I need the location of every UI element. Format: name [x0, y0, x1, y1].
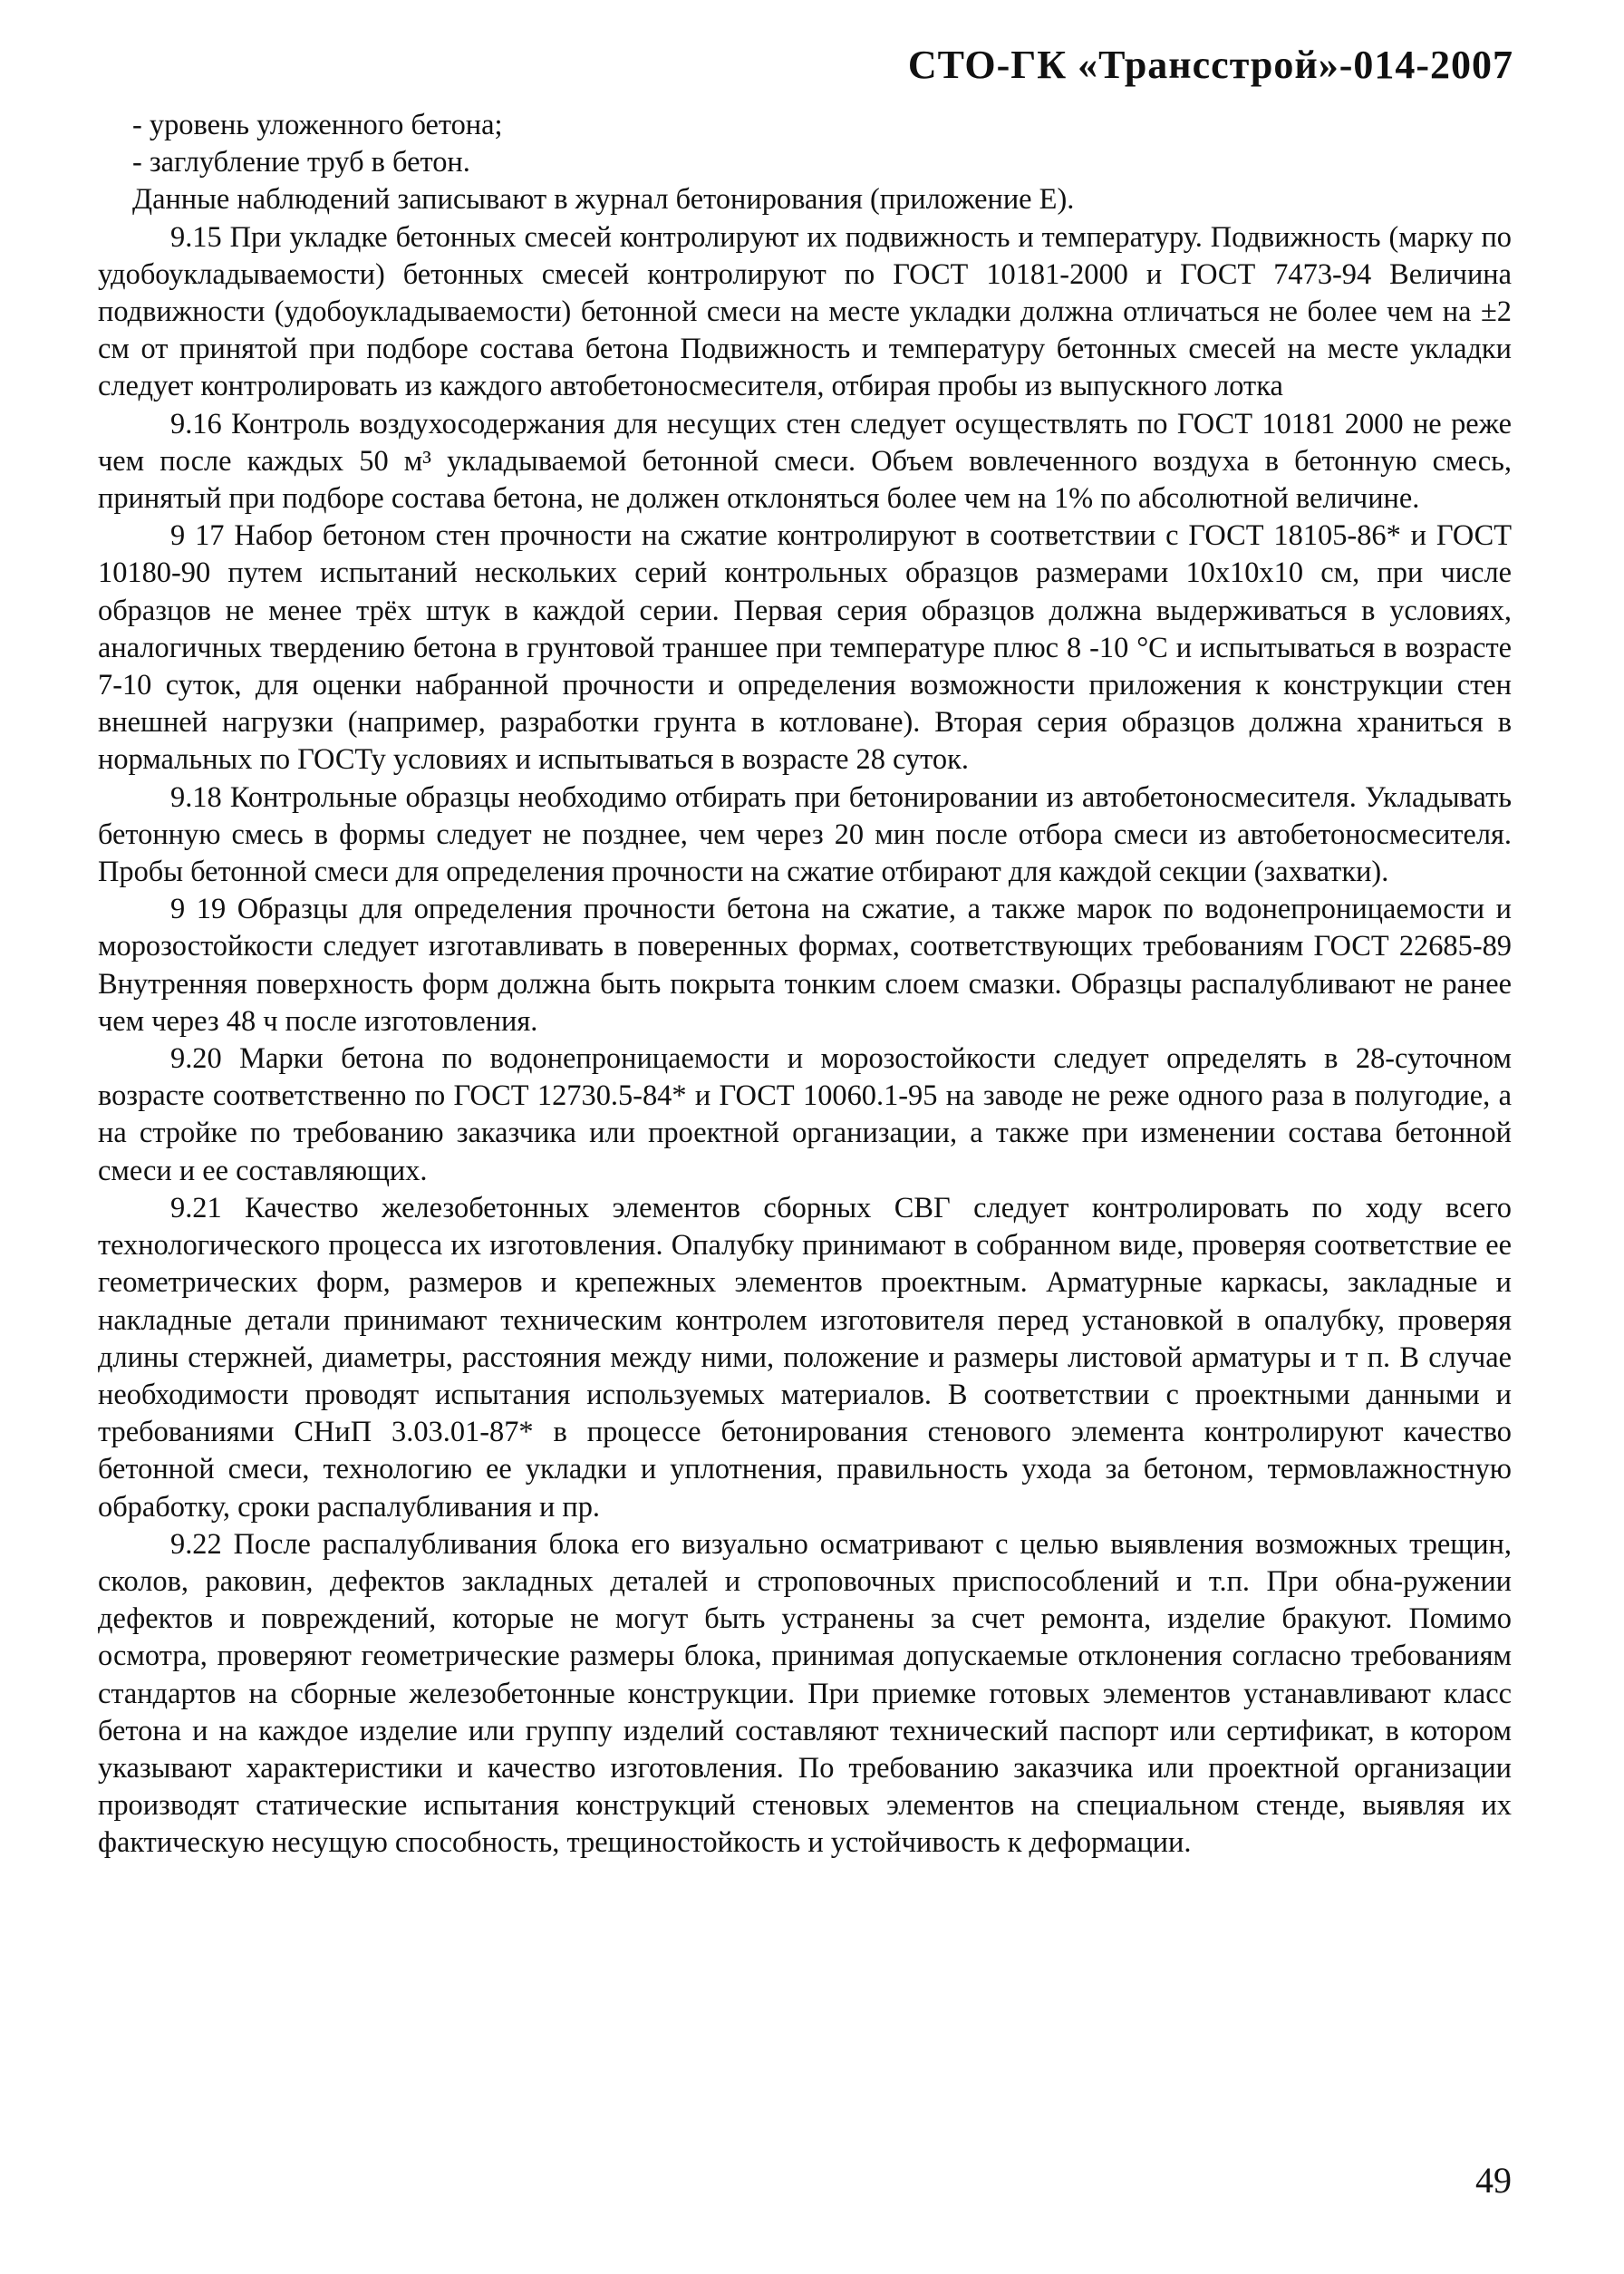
paragraph-9-22: 9.22 После распалубливания блока его визуально осматривают с целью выявления возможных трещин, сколов, раковин, дефектов закладных деталей и строповочных приспособлений и т.п. При обна-ружении дефектов и повреждений, которые не могут быть устранены за счет ремонта, изделие бракуют. Помимо осмотра, проверяют геометрические размеры блока, принимая допускаемые отклонения согласно требованиям стандартов на сборные железобетонные конструкции. При приемке готовых элементов устанавливают класс бетона и на каждое изделие или группу изделий составляют технический паспорт или сертификат, в котором указывают характеристики и качество изготовления. По требованию заказчика или проектной организации производят статические испытания конструкций стеновых элементов на специальном стенде, выявляя их фактическую несущую способность, трещиностойкость и устойчивость к деформации. [98, 1527, 1512, 1860]
document-body [98, 107, 1512, 1863]
paragraph-9-15: 9.15 При укладке бетонных смесей контролируют их подвижность и температуру. Подвижность (марку по удобоукладываемости) бетонных смесей контролируют по ГОСТ 10181-2000 и ГОСТ 7473-94 Величина подвижности (удобоукладываемости) бетонной смеси на месте укладки должна отличаться не более чем на ±2 см от принятой при подборе состава бетона Подвижность и температуру бетонных смесей на месте укладки следует контролировать из каждого автобетоносмесителя, отбирая пробы из выпускного лотка [98, 220, 1512, 403]
paragraph-9-19: 9 19 Образцы для определения прочности бетона на сжатие, а также марок по водонепроницаемости и морозостойкости следует изготавливать в поверенных формах, соответствующих требованиям ГОСТ 22685-89 Внутренняя поверхность форм должна быть покрыта тонким слоем смазки. Образцы распалубливают не ранее чем через 48 ч после изготовления. [98, 893, 1512, 1038]
list-item: - заглубление труб в бетон. [132, 146, 470, 179]
paragraph-9-17: 9 17 Набор бетоном стен прочности на сжатие контролируют в соответствии с ГОСТ 18105-86* и ГОСТ 10180-90 путем испытаний нескольких серий контрольных образцов размерами 10x10x10 см, при числе образцов не менее трёх штук в каждой серии. Первая серия образцов должна выдерживаться в условиях, аналогичных твердению бетона в грунтовой траншее при температуре плюс 8 -10 °С и испытываться в возрасте 7-10 суток, для оценки набранной прочности и определения возможности приложения к конструкции стен внешней нагрузки (например, разработки грунта в котловане). Вторая серия образцов должна храниться в нормальных по ГОСТу условиях и испытываться в возрасте 28 суток. [98, 519, 1512, 777]
document-header: СТО-ГК «Трансстрой»-014-2007 [907, 43, 1513, 87]
page-number: 49 [1475, 2160, 1512, 2201]
paragraph-9-21: 9.21 Качество железобетонных элементов сборных СВГ следует контролировать по ходу всего технологического процесса их изготовления. Опалубку принимают в собранном виде, проверяя соответствие ее геометрических форм, размеров и крепежных элементов проектным. Арматурные каркасы, закладные и накладные детали принимают техническим контролем изготовителя перед установкой в опалубку, проверяя длины стержней, диаметры, расстояния между ними, положение и размеры листовой арматуры и т п. В случае необходимости проводят испытания используемых материалов. В соответствии с проектными данными и требованиями СНиП 3.03.01-87* в процессе бетонирования стенового элемента контролируют качество бетонной смеси, технологию ее укладки и уплотнения, правильность ухода за бетоном, термовлажностную обработку, сроки распалубливания и пр. [98, 1191, 1512, 1524]
paragraph-9-20: 9.20 Марки бетона по водонепроницаемости и морозостойкости следует определять в 28-суточном возрасте соответственно по ГОСТ 12730.5-84* и ГОСТ 10060.1-95 на заводе не реже одного раза в полугодие, а на стройке по требованию заказчика или проектной организации, а также при изменении состава бетонной смеси и ее составляющих. [98, 1042, 1512, 1187]
paragraph-9-18: 9.18 Контрольные образцы необходимо отбирать при бетонировании из автобетоносмесителя. Укладывать бетонную смесь в формы следует не позднее, чем через 20 мин после отбора смеси из автобетоносмесителя. Пробы бетонной смеси для определения прочности на сжатие отбирают для каждой секции (захватки). [98, 780, 1512, 889]
paragraph-intro: Данные наблюдений записывают в журнал бетонирования (приложение Е). [132, 183, 1075, 217]
list-item: - уровень уложенного бетона; [132, 109, 503, 141]
paragraph-9-16: 9.16 Контроль воздухосодержания для несущих стен следует осуществлять по ГОСТ 10181 2000 не реже чем после каждых 50 м³ укладываемой бетонной смеси. Объем вовлеченного воздуха в бетонную смесь, принятый при подборе состава бетона, не должен отклоняться более чем на 1% по абсолютной величине. [98, 407, 1512, 516]
